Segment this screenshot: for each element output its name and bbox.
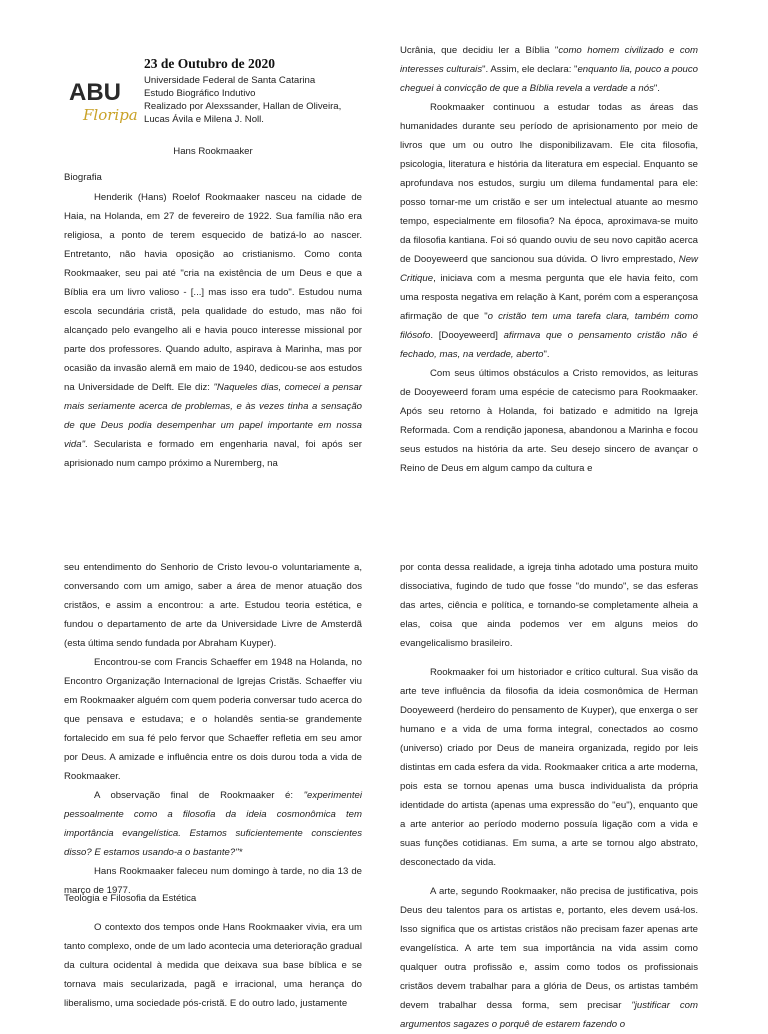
paragraph: Henderik (Hans) Roelof Rookmaaker nasceu na cidade de Haia, na Holanda, em 27 de fevereiro de 1922. Sua família não era religiosa, a ponto de terem esquecido de batizá-lo ao nascer. Entretanto, não havia oposição ao cristianismo. Como conta Rookmaaker, seu pai até "cria na existência de um Deus e que a Bíblia era um livro valioso - [...] mas isso era tudo". Estudou numa escola secundária cristã, pela qualidade do estudo, mas não foi alcançado pelo evangelho ali e havia pouco interesse missional por parte dos professores. Quando adulto, aspirava à Marinha, mas por ocasião da invasão alemã em maio de 1940, dedicou-se aos estudos na Universidade de Delft. Ele diz: "Naqueles dias, comecei a pensar mais seriamente acerca de problemas, e às vezes tinha a sensação de que Deus podia desempenhar um papel importante em nossa vida". Secularista e formado em engenharia naval, foi após ser aprisionado num campo próximo a Nuremberg, na [64,192,363,469]
document-title: Hans Rookmaaker [173,146,253,157]
page1-right-column [400,41,698,478]
paragraph: Com seus últimos obstáculos a Cristo removidos, as leituras de Dooyeweerd foram uma espécie de catecismo para Rookmaaker. Após seu retorno à Holanda, foi batizado e admitido na Igreja Reformada. Com a rendição japonesa, abandonou a Marinha e focou seus estudos na história da arte. Seu desejo sincero de avançar o Reino de Deus em algum campo da cultura e [400,368,698,474]
page2-left-column [64,558,362,900]
paragraph: A arte, segundo Rookmaaker, não precisa de justificativa, pois Deus deu talentos para os artistas e, portanto, eles devem usá-los. Isso significa que os artistas cristãos não precisam fazer apenas arte evangelística. A arte tem sua importância na vida assim como qualquer outra profissão e, assim como todos os profissionais cristãos devem trabalhar para a glória de Deus, os artistas também devem trabalhar dessa forma, sem precisar "justificar com argumentos sagazes o porquê de estarem fazendo o [400,886,698,1030]
page2-left-column-continued [64,918,362,1013]
institution-line: Universidade Federal de Santa Catarina [144,75,316,86]
document-date: 23 de Outubro de 2020 [144,56,276,71]
paragraph: seu entendimento do Senhorio de Cristo levou-o voluntariamente a, conversando com um amigo, saber a área de menor atuação dos cristãos, e assim a encontrou: a arte. Estudou teoria estética, e fundou o departamento de arte da Universidade Livre de Amsterdã (esta última sendo fundada por Abraham Kuyper). [64,562,362,649]
paragraph: Rookmaaker continuou a estudar todas as áreas das humanidades durante seu período de aprisionamento por meio de livros que um ou outro lhe disponibilizavam. Ele cita filosofia, psicologia, literatura e história da literatura em especial. Enquanto se aprofundava nos estudos, surgiu um dilema fundamental para ele: posso tornar-me um cristão e ser um intelectual atuante ao mesmo tempo, especialmente em filosofia? Na época, aproximava-se muito da filosofia kantiana. Foi só quando ouviu de seu novo capitão acerca de Dooyeweerd que sancionou sua dúvida. O livro emprestado, New Critique, iniciava com a mesma pergunta que ele havia feito, com uma resposta negativa em relação à Kant, porém com a esperançosa afirmação de que "o cristão tem uma tarefa clara, também como filósofo. [Dooyeweerd] afirmava que o pensamento cristão não é fechado, mas, na verdade, aberto". [400,102,699,360]
paragraph: O contexto dos tempos onde Hans Rookmaaker vivia, era um tanto complexo, onde de um lado acontecia uma deterioração gradual da cultura ocidental à medida que deixava sua base bíblica e se tornava mais secularizada, pagã e irracional, uma herança do liberalismo, uma sociedade pós-cristã. E do outro lado, justamente [64,922,362,1009]
institution-line: Lucas Ávila e Milena J. Noll. [144,114,264,125]
page2-right-column [400,558,698,1034]
paragraph: Rookmaaker foi um historiador e crítico cultural. Sua visão da arte teve influência da filosofia da ideia cosmonômica de Herman Dooyeweerd (herdeiro do pensamento de Kuyper), que enxerga o ser humano e a vida de uma forma integral, conectados ao cosmo (universo) criado por Deus de maneira organizada, regido por leis distintas em cada esfera da vida. Rookmaaker critica a arte moderna, pois esta se tornou apenas uma busca individualista da própria identidade do artista (apenas uma expressão do "eu"), enquanto que a arte anterior ao período moderno possuía ligação com a vida e suas funções cotidianas. Em suma, a arte se tornou algo abstrato, desconectado da vida. [400,667,698,868]
page1-left-column [64,188,362,473]
paragraph: Encontrou-se com Francis Schaeffer em 1948 na Holanda, no Encontro Organização Internacional de Igrejas Cristãs. Schaeffer viu em Rookmaaker alguém com quem poderia conversar tudo acerca do que pensava e estudava; e o holandês sentia-se grandemente fortalecido em sua fé pelo fervor que Schaeffer refletia em seu amor por Deus. A amizade e influência entre os dois durou toda a vida de Rookmaaker. [64,657,362,782]
paragraph: por conta dessa realidade, a igreja tinha adotado uma postura muito dissociativa, fugindo de tudo que fosse "do mundo", se das esferas das artes, ciência e política, e tornando-se completamente alheia a elas, coisa que ainda podemos ver em alguns meios do evangelicalismo brasileiro. [400,562,698,649]
abu-floripa-logo [67,74,138,124]
institution-block [144,74,341,126]
paragraph: A observação final de Rookmaaker é: "experimentei pessoalmente como a filosofia da ideia cosmonômica tem importância evangelística. Estamos suficientemente conscientes disso? E estamos usando-a o bastante?"* [64,790,362,858]
institution-line: Estudo Biográfico Indutivo [144,88,256,99]
paragraph: Hans Rookmaaker faleceu num domingo à tarde, no dia 13 de março de 1977. [64,866,362,896]
institution-line: Realizado por Alexssander, Hallan de Oliveira, [144,101,342,112]
document-header [64,56,364,126]
paragraph: Ucrânia, que decidiu ler a Bíblia "como homem civilizado e com interesses culturais". Assim, ele declara: "enquanto lia, pouco a pouco cheguei à convicção de que a Bíblia revela a verdade a nós". [400,45,699,94]
logo-floripa-text: Floripa [83,106,138,124]
logo-abu-text: ABU [69,79,121,106]
section-heading-teologia: Teologia e Filosofia da Estética [64,893,197,904]
section-heading-biografia: Biografia [64,172,102,183]
